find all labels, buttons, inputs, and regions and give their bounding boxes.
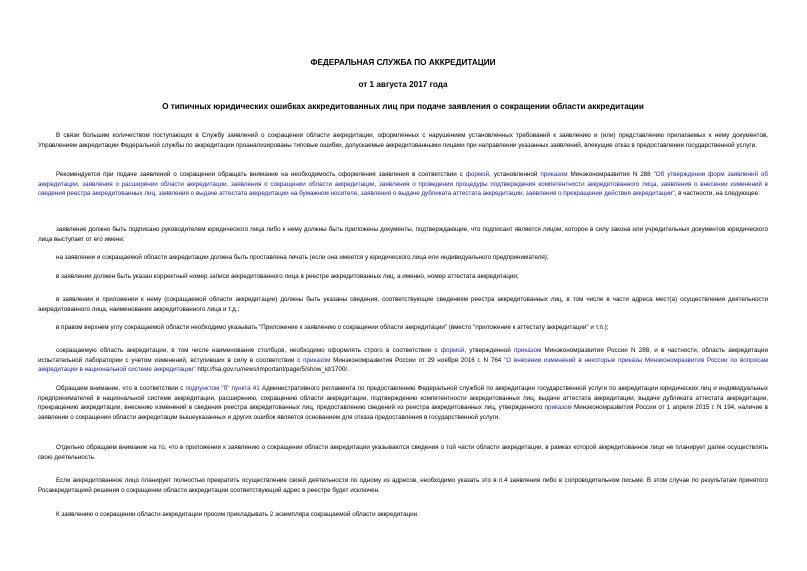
link-order[interactable]: приказом <box>544 404 572 412</box>
link-order-764-title[interactable]: "О внесении изменений в некоторые приказы Минэкономразвития России по вопросам аккредитации в национальной системе аккредитации" <box>38 356 768 374</box>
document-title: О типичных юридических ошибках аккредитованных лиц при подаче заявления о сокращении области аккредитации <box>162 102 644 111</box>
list-item: на заявлении и сокращаемой области аккредитации должна быть проставлена печать (если она имеется у юридического лица или индивидуального предпринимателя); <box>56 254 549 261</box>
link-form[interactable]: формой <box>440 347 465 354</box>
link-order[interactable]: приказом <box>540 171 568 178</box>
list-item: в заявлении и приложении к нему (сокращаемой области аккредитации) должны быть указаны сведения, соответствующие сведениям реестра аккредитованных лиц, в том числе в части адреса мест(а) осуществления деятельности аккредитованного лица, наименования аккредитованного лица и т.д.; <box>38 296 768 313</box>
list-item: сокращаемую область аккредитации, в том числе наименование столбцов, необходимо оформлять строго в соответствии с формой, утвержденной приказом Минэкономразвития России N 288, и в частности, область аккредитации испытательной лаборатории с учетом изменений, вступивших в силу в соответствии с приказом Минэкономразвития России от 29 ноября 2016 г. N 764 "О внесении изменений в некоторые приказы Минэкономразвития России по вопросам аккредитации в национальной системе аккредитации" http://fsa.gov.ru/news/important/page/5/show_id/1700/. <box>38 347 769 374</box>
link-form[interactable]: формой <box>465 171 490 178</box>
link-order-764[interactable]: приказом <box>303 356 331 364</box>
list-item: в правом верхнем углу сокращаемой области необходимо указывать "Приложение к заявлению о сокращении области аккредитации" (вместо "приложение к аттестату аккредитации" и т.п.); <box>56 324 609 331</box>
link-subparagraph[interactable]: подпунктом "б" пункта 41 <box>185 385 260 392</box>
document-date: от 1 августа 2017 года <box>358 80 448 89</box>
paragraph-intro: В связи большим количеством поступающих в Службу заявлений о сокращении области аккредитации, оформленных с нарушением установленных требований к заявлению и (или) представлению прилагаемых к нему документов, Управлением аккредитации Федеральной службы по аккредитации проанализированы типовые ошибки, допускаемые аккредитованными лицами при направлении указанных заявлений, влекущие отказ в предоставлении государственной услуги. <box>38 132 768 149</box>
link-order-title[interactable]: "Об утверждении форм заявлений об аккредитации, заявления о расширении области аккредитации, заявления о сокращении области аккредитации, заявления о проведении процедуры подтверждения компетентности аккредитованного лица, заявления о внесении изменений в сведения реестра аккредитованных лиц, заявления о выдаче аттестата аккредитации на бумажном носителе, заявления о выдаче дубликата аттестата аккредитации, заявления о прекращении действия аккредитации" <box>38 171 768 198</box>
paragraph-recommendation: Рекомендуется при подаче заявлений о сокращении обращать внимание на необходимость оформления заявления в соответствии с формой, установленной приказом Минэкономразвития N 288 "Об утверждении форм заявлений об аккредитации, заявления о расширении области аккредитации, заявления о сокращении области аккредитации, заявления о проведении процедуры подтверждения компетентности аккредитованного лица, заявления о внесении изменений в сведения реестра аккредитованных лиц, заявления о выдаче аттестата аккредитации на бумажном носителе, заявления о выдаче дубликата аттестата аккредитации, заявления о прекращении действия аккредитации", в частности, на следующее: <box>38 171 768 198</box>
agency-heading: ФЕДЕРАЛЬНАЯ СЛУЖБА ПО АККРЕДИТАЦИИ <box>310 58 496 67</box>
list-item: в заявлении должен быть указан корректный номер записи аккредитованного лица в реестре аккредитованных лиц, а именно, номер аттестата аккредитации; <box>56 273 519 280</box>
paragraph-request: К заявлению о сокращении области аккредитации просим прикладывать 2 экземпляра сокращаемой области аккредитации. <box>56 511 419 518</box>
list-item: заявление должно быть подписано руководителем юридического лица либо к нему должны быть приложены документы, подтверждающие, что подписант является лицом, которое в силу закона или учредительных документов юридического лица выступает от его имени; <box>38 226 768 243</box>
link-order[interactable]: приказом <box>514 347 542 354</box>
paragraph-attention: Обращаем внимание, что в соответствии с подпунктом "б" пункта 41 Административного регламента по предоставлению Федеральной службой по аккредитации государственной услуги по аккредитации юридических лиц и индивидуальных предпринимателей в национальной системе аккредитации, расширению, сокращению области аккредитации, подтверждению компетентности аккредитованных лиц, выдаче аттестата аккредитации, выдаче дубликата аттестата аккредитации, прекращению аккредитации, внесению изменений в сведения реестра аккредитованных лиц, предоставлению сведений из реестра аккредитованных лиц, утвержденного приказом Минэкономразвития России от 1 апреля 2015 г. N 194, наличие в заявлении о сокращении области аккредитации вышеуказанных и других ошибок является основанием для отказа предоставления в государственной услуги. <box>38 385 768 421</box>
paragraph-address: Если аккредитованное лицо планирует полностью прекратить осуществление своей деятельности по одному из адресов, необходимо указать это в п.4 заявления либо в сопроводительном письме. В этом случае по результатам принятого Росаккредитацией решения о сокращении области аккредитации соответствующий адрес в реестре будет исключен. <box>38 477 768 494</box>
paragraph-note: Отдельно обращаем внимание на то, что в приложении к заявлению о сокращении области аккредитации указываются сведения о той части области аккредитации, в рамках которой аккредитованное лицо не планирует далее осуществлять свою деятельность. <box>38 444 768 461</box>
